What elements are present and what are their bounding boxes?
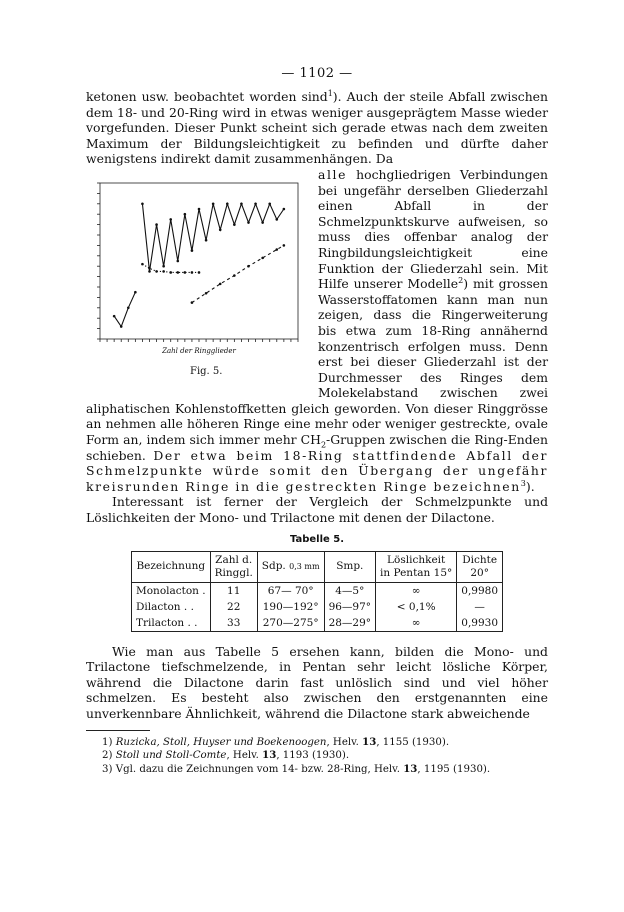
p1-spaced-sentence: Der etwa beim 18-Ring stattfindende Abfall der Schmelzpunkte würde somit den Übergang der ungefähr kreisrunden Ringe in die gestreckten Ringe bezeichnen xyxy=(86,447,548,494)
col-dens-line2: 20° xyxy=(470,566,489,579)
data-point xyxy=(113,315,116,318)
data-point xyxy=(120,325,123,328)
fn-ref-b: , 1195 (1930). xyxy=(417,763,491,775)
data-point xyxy=(261,257,264,260)
data-point xyxy=(162,270,165,273)
data-point xyxy=(162,265,165,268)
cell-ring: 22 xyxy=(210,599,257,615)
data-point xyxy=(247,265,250,268)
cell-sol: < 0,1% xyxy=(376,599,457,615)
footnote-ref-3: 3 xyxy=(520,478,526,488)
table-header-row xyxy=(131,551,502,582)
col-sdp-label: Sdp. xyxy=(261,560,286,573)
fn-volume: 13 xyxy=(362,735,377,748)
series-line-solid xyxy=(142,204,283,272)
fn-ref-a: , Helv. xyxy=(326,736,363,748)
fn-ref-b: , 1193 (1930). xyxy=(276,750,350,762)
data-point xyxy=(219,283,222,286)
data-point xyxy=(254,202,257,205)
p1-spaced-alle: alle xyxy=(318,166,348,182)
col-sdp-sub: 0,3 mm xyxy=(289,562,320,572)
cell-smp: 28—29° xyxy=(324,615,375,632)
fn-volume: 13 xyxy=(262,749,277,762)
data-point xyxy=(233,223,236,226)
col-ring xyxy=(210,551,257,582)
data-point xyxy=(268,202,271,205)
fn-mark: 2) xyxy=(102,750,113,762)
data-point xyxy=(191,301,194,304)
data-point xyxy=(169,218,172,221)
data-point xyxy=(275,218,278,221)
cell-ring: 11 xyxy=(210,582,257,599)
cell-smp: 96—97° xyxy=(324,599,375,615)
fn-volume: 13 xyxy=(403,762,418,775)
cell-name: Monolacton . xyxy=(135,584,206,597)
col-sol xyxy=(376,551,457,582)
cell-sdp: 190—192° xyxy=(257,599,324,615)
cell-dens: 0,9980 xyxy=(457,582,503,599)
cell-name: Dilacton . . xyxy=(135,600,194,613)
paragraph-2: Interessant ist ferner der Vergleich der Schmelzpunkte und Löslichkeiten der Mono- und Trilactone mit denen der Dilactone. xyxy=(86,494,548,526)
fn-authors: Stoll und Stoll-Comte xyxy=(115,750,227,762)
data-point xyxy=(176,271,179,274)
cell-sol: ∞ xyxy=(376,615,457,632)
data-point xyxy=(198,271,201,274)
fn-mark: 3) xyxy=(102,763,113,775)
data-point xyxy=(283,244,286,247)
data-point xyxy=(155,270,158,273)
cell-name: Trilacton . . xyxy=(135,616,198,629)
page xyxy=(86,66,548,776)
footnote-ref-1: 1 xyxy=(327,88,333,98)
footnote-ref-2: 2 xyxy=(458,276,464,285)
ch2-subscript: 2 xyxy=(320,440,327,450)
melting-point-chart xyxy=(86,171,308,393)
col-dens-line1: Dichte xyxy=(462,553,498,566)
footnote-2 xyxy=(102,749,548,763)
data-point xyxy=(148,270,151,273)
data-point xyxy=(127,306,130,309)
p1-after-ch2: -Gruppen zwischen die Ring-Enden schieben. xyxy=(86,432,548,463)
fn-mark: 1) xyxy=(102,736,113,748)
data-point xyxy=(169,271,172,274)
data-point xyxy=(275,248,278,251)
data-point xyxy=(198,208,201,211)
data-point xyxy=(226,202,229,205)
p1-text-rest-head: ). Auch der steile Abfall zwischen dem 18- und 20-Ring wird in etwas weniger ausgeprägtem Masse wieder vorgefunden. Dieser Punkt scheint sich gerade etwas nach dem zweiten Maximum der Bildungsleichtigkeit zu befinden und dürfte daher wenigstens indirekt damit zusammenhängen. Da xyxy=(86,89,548,167)
data-point xyxy=(176,260,179,263)
col-name: Bezeichnung xyxy=(131,551,210,582)
figure-caption: Fig. 5. xyxy=(190,365,223,377)
fn-ref-a: , Helv. xyxy=(226,750,263,762)
col-sol-line2: in Pentan 15° xyxy=(380,566,453,579)
data-point xyxy=(134,291,137,294)
cell-sdp: 67— 70° xyxy=(257,582,324,599)
data-point xyxy=(240,202,243,205)
col-dens xyxy=(457,551,503,582)
data-point xyxy=(283,208,286,211)
data-point xyxy=(155,223,158,226)
data-point xyxy=(148,267,151,270)
cell-dens: — xyxy=(457,599,503,615)
data-point xyxy=(212,202,215,205)
fn-ref-b: , 1155 (1930). xyxy=(376,736,450,748)
cell-sol: ∞ xyxy=(376,582,457,599)
data-point xyxy=(141,263,144,266)
table-caption: Tabelle 5. xyxy=(289,533,345,545)
cell-sdp: 270—275° xyxy=(257,615,324,632)
col-ring-line2: Ringgl. xyxy=(214,566,253,579)
fn-ref-a: Vgl. dazu die Zeichnungen vom 14- bzw. 28-Ring, Helv. xyxy=(115,763,404,775)
paragraph-1-head xyxy=(86,89,548,167)
fn-authors: Ruzicka, Stoll, Huyser und Boekenoogen xyxy=(115,736,327,748)
page-number: — 1102 — xyxy=(281,66,353,81)
col-sdp xyxy=(257,551,324,582)
data-point xyxy=(205,239,208,242)
table-5 xyxy=(131,551,503,632)
data-point xyxy=(219,228,222,231)
data-point xyxy=(141,202,144,205)
cell-ring: 33 xyxy=(210,615,257,632)
p1-close: ). xyxy=(525,478,535,494)
series-line-solid xyxy=(114,292,135,326)
paragraph-1-wrap: alle hochgliedrigen Verbindungen bei ungefähr derselben Gliederzahl einen Abfall in der Schmelzpunktskurve aufweisen, so muss dies offenbar analog der Ringbildungsleichtigkeit eine Funktion der Gliederzahl sein. Mit Hilfe unserer Modelle$^2$) mit grossen Wasserstoffatomen kann man nun zeigen, dass die Ringerweiterung bis etwa zum 18-Ring annähernd konzentrisch erfolgen muss. Denn erst bei dieser Gliederzahl ist der Durchmesser des Ringes dem Molekelabstand zwischen zwei aliphatischen Kohlenstoffketten gleich geworden. Von dieser Ringgrösse an nehmen alle höheren Ringe eine mehr oder weniger gestreckte, ovale Form an, indem sich immer mehr $CH_2$-Gruppen zwischen die Ring-Enden schieben. Der etwa beim 18-Ring stattfindende Abfall der Schmelzpunkte würde somit den Übergang der ungefähr kreisrunden Ringe in die gestreckten Ringe bezeichnen$^3$). xyxy=(86,166,548,494)
col-ring-line1: Zahl d. xyxy=(215,553,253,566)
data-point xyxy=(191,271,194,274)
p1-text: ketonen usw. beobachtet worden sind xyxy=(86,89,328,104)
col-smp: Smp. xyxy=(324,551,375,582)
paragraph-3: Wie man aus Tabelle 5 ersehen kann, bilden die Mono- und Trilactone tiefschmelzende, in Pentan sehr leicht lösliche Körper, während die Dilactone darin fast unlöslich sind und viel höher schmelzen. Es besteht also zwischen den erstgenannten eine unverkennbare Ähnlichkeit, während die Dilactone stark abweichende xyxy=(86,643,548,721)
cell-dens: 0,9930 xyxy=(457,615,503,632)
cell-smp: 4—5° xyxy=(324,582,375,599)
table-row xyxy=(131,599,502,615)
table-row xyxy=(131,615,502,632)
footnotes xyxy=(86,736,548,777)
footnote-1 xyxy=(102,736,548,750)
data-point xyxy=(233,274,236,277)
footnote-3 xyxy=(102,763,548,777)
table-row xyxy=(131,582,502,599)
data-point xyxy=(205,292,208,295)
data-point xyxy=(261,221,264,224)
col-sol-line1: Löslichkeit xyxy=(387,553,446,566)
footnote-rule xyxy=(86,730,150,731)
data-point xyxy=(191,249,194,252)
data-point xyxy=(247,221,250,224)
data-point xyxy=(184,213,187,216)
x-axis-label: Zahl der Ringglieder xyxy=(162,346,236,355)
figure-5 xyxy=(86,171,308,393)
data-point xyxy=(184,271,187,274)
